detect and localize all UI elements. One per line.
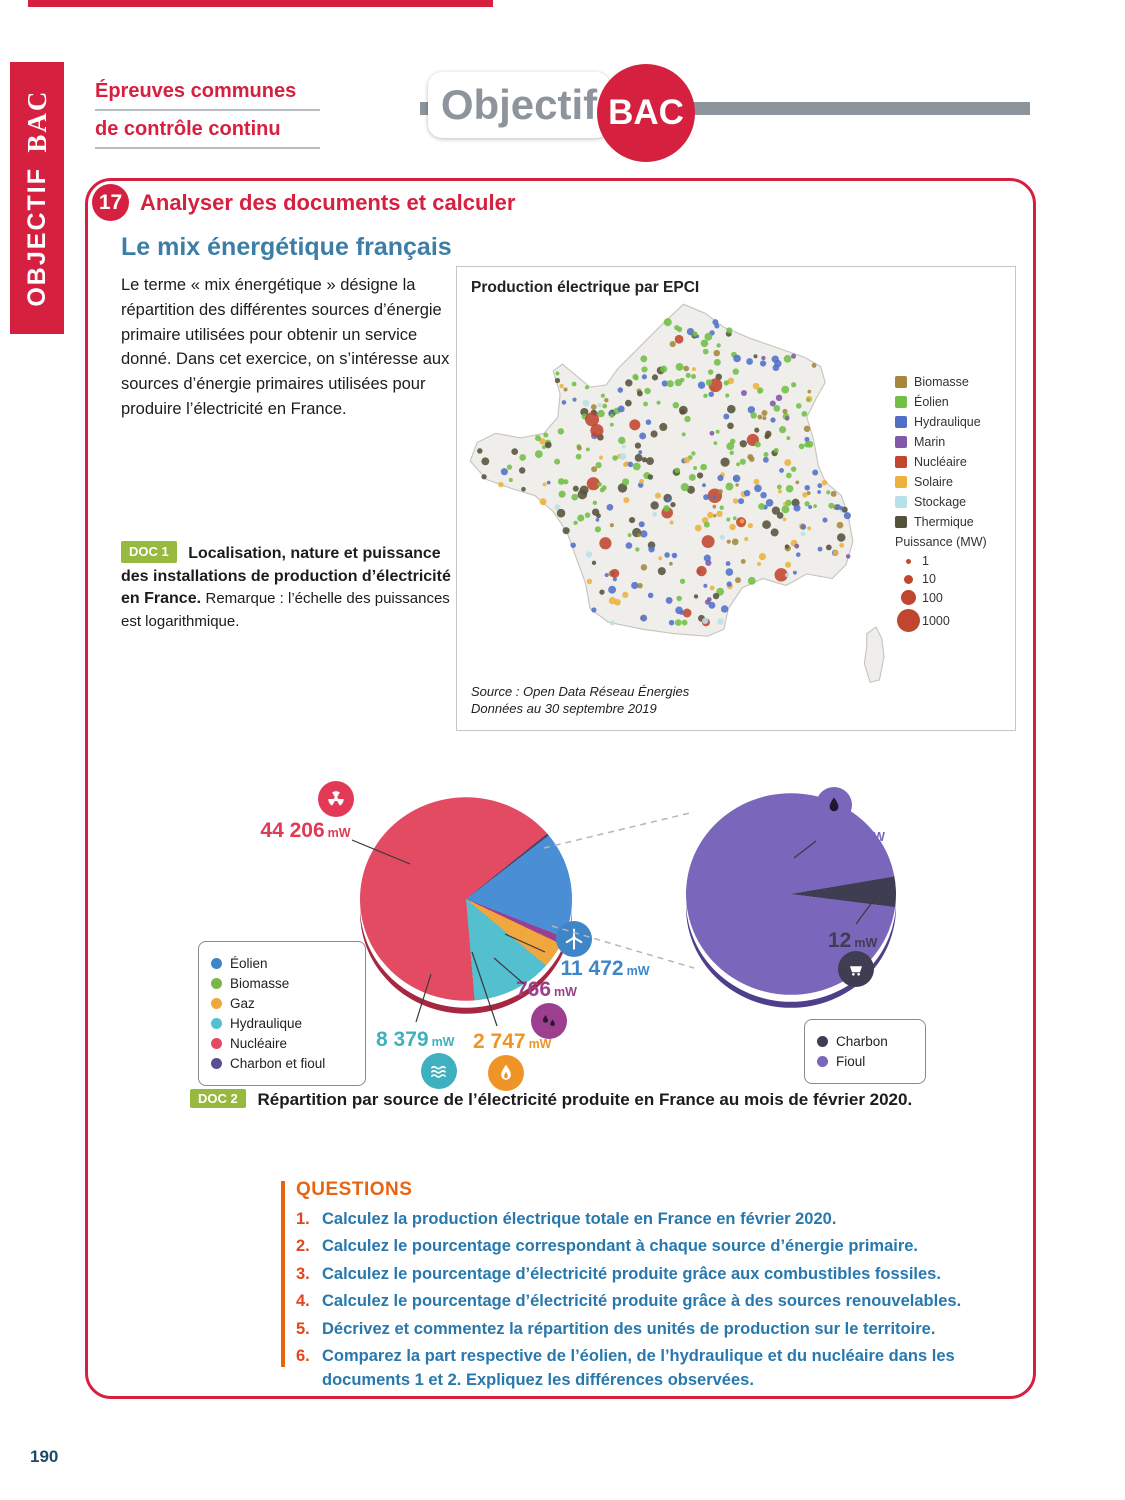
question-number: 5. (296, 1319, 310, 1338)
questions-accent-bar (281, 1181, 285, 1367)
legend-label: Hydraulique (230, 1016, 303, 1031)
legend-main-item (211, 976, 353, 991)
doc2-chip: DOC 2 (190, 1089, 246, 1108)
legend-zoom-item (817, 1054, 913, 1069)
legend-label: Nucléaire (914, 455, 967, 469)
corsica-outline (864, 627, 884, 682)
size-legend-circle (906, 559, 911, 564)
legend-label: Charbon (836, 1034, 888, 1049)
label-biomasse: 766 mW (516, 978, 577, 1001)
size-legend-title: Puissance (MW) (895, 535, 987, 549)
question-text: Comparez la part respective de l’éolien, de l’hydraulique et du nucléaire dans les documents 1 et 2. Expliquez les différences observées. (322, 1347, 955, 1389)
legend-label: Éolien (914, 395, 949, 409)
legend-color-dot (211, 958, 222, 969)
flame-icon (488, 1055, 524, 1091)
legend-main-item (211, 1036, 353, 1051)
legend-label: Solaire (914, 475, 953, 489)
size-legend-circle (897, 609, 920, 632)
label-eolien: 11 472 mW (560, 957, 650, 980)
legend-main-item (211, 1016, 353, 1031)
size-legend-value: 1000 (922, 613, 950, 628)
exercise-number-badge: 17 (92, 184, 129, 221)
map-source-line2: Données au 30 septembre 2019 (471, 701, 657, 717)
legend-color-swatch (895, 436, 907, 448)
size-legend-row (895, 609, 1003, 632)
label-nucleaire: 44 206 mW (260, 819, 351, 842)
question-number: 6. (296, 1347, 310, 1366)
question-item (296, 1208, 1016, 1231)
eyebrow-line1: Épreuves communes (95, 80, 320, 111)
legend-color-dot (817, 1036, 828, 1047)
legend-label: Nucléaire (230, 1036, 288, 1051)
map-legend-item (895, 455, 1003, 469)
question-item (296, 1235, 1016, 1258)
legend-main-item (211, 956, 353, 971)
question-number: 1. (296, 1210, 310, 1228)
map-legend-item (895, 375, 1003, 389)
questions-title: QUESTIONS (296, 1179, 413, 1200)
map-legend-item (895, 515, 1003, 529)
legend-label: Stockage (914, 495, 967, 509)
map-legend-item (895, 395, 1003, 409)
question-number: 2. (296, 1237, 310, 1256)
question-item (296, 1345, 1016, 1392)
legend-color-dot (211, 1038, 222, 1049)
map-legend-item (895, 415, 1003, 429)
size-legend-row (895, 554, 1003, 568)
legend-label: Thermique (914, 515, 974, 529)
legend-color-swatch (895, 376, 907, 388)
legend-color-dot (211, 1058, 222, 1069)
exercise-heading: Analyser des documents et calculer (140, 189, 516, 215)
question-item (296, 1318, 1016, 1341)
legend-label: Gaz (230, 996, 255, 1011)
label-charbon: 12 mW (828, 929, 878, 952)
question-text: Calculez la production électrique totale en France en février 2020. (322, 1210, 837, 1228)
legend-color-swatch (895, 456, 907, 468)
legend-color-dot (211, 1018, 222, 1029)
questions-list (296, 1208, 1016, 1396)
wind-turbine-icon (556, 921, 592, 957)
map-legend-item (895, 475, 1003, 489)
coal-wagon-icon (838, 951, 874, 987)
intro-paragraph: Le terme « mix énergétique » désigne la répartition des différentes sources d’énergie primaire utilisées pour obtenir un service donné. Dans cet exercice, on s’intéresse aux sources d’énergie primaires utilisées pour produire l’électricité en France. (121, 276, 450, 418)
eyebrow-line2: de contrôle continu (95, 118, 320, 149)
doc1-chip: DOC 1 (121, 541, 177, 563)
question-text: Calculez le pourcentage d’électricité produite grâce aux combustibles fossiles. (322, 1264, 941, 1283)
doc1-caption (121, 541, 469, 634)
spine-tab (10, 62, 64, 334)
question-number: 4. (296, 1292, 310, 1311)
doc1-caption-bold: Localisation, nature et puissance des installations de production d’électricité en France. (121, 545, 451, 608)
map-legend (895, 375, 1003, 636)
legend-zoom-item (817, 1034, 913, 1049)
size-legend-circle (901, 590, 916, 605)
map-title: Production électrique par EPCI (471, 279, 700, 296)
legend-color-dot (211, 998, 222, 1009)
label-fioul: 236 mW (824, 823, 885, 846)
size-legend-value: 100 (922, 590, 943, 605)
legend-label: Éolien (230, 956, 268, 971)
spine-bac: BAC (21, 89, 52, 153)
map-legend-item (895, 495, 1003, 509)
france-map (461, 297, 899, 701)
legend-color-dot (817, 1056, 828, 1067)
question-number: 3. (296, 1264, 310, 1283)
map-legend-item (895, 435, 1003, 449)
objectif-logo: Objectif (428, 72, 610, 138)
legend-label: Hydraulique (914, 415, 981, 429)
legend-label: Fioul (836, 1054, 866, 1069)
legend-main-item (211, 996, 353, 1011)
legend-color-swatch (895, 416, 907, 428)
map-source (471, 683, 689, 718)
waves-icon (421, 1053, 457, 1089)
size-legend-value: 10 (922, 572, 936, 586)
legend-label: Marin (914, 435, 946, 449)
doc1-caption-note: Remarque : l’échelle des puissances est logarithmique. (121, 590, 450, 631)
legend-zoom-box (804, 1019, 926, 1084)
doc2-caption-text: Répartition par source de l’électricité produite en France au mois de février 2020. (257, 1090, 913, 1109)
page-number: 190 (30, 1447, 59, 1466)
question-text: Calculez le pourcentage d’électricité produite grâce à des sources renouvelables. (322, 1292, 962, 1311)
label-hydraulique: 8 379 mW (376, 1028, 455, 1051)
question-item (296, 1263, 1016, 1286)
exercise-frame (85, 178, 1036, 1399)
series-eyebrow (95, 80, 320, 156)
question-item (296, 1290, 1016, 1313)
page-title: Le mix énergétique français (121, 233, 452, 261)
label-gaz: 2 747 mW (473, 1030, 552, 1053)
legend-color-swatch (895, 476, 907, 488)
size-legend-row (895, 572, 1003, 586)
legend-color-dot (211, 978, 222, 989)
legend-color-swatch (895, 496, 907, 508)
spine-text (22, 90, 53, 307)
bac-badge: BAC (597, 64, 695, 162)
spine-objectif: OBJECTIF (22, 166, 51, 307)
legend-label: Biomasse (230, 976, 290, 991)
map-figure (456, 266, 1016, 731)
top-page-strip (28, 0, 493, 7)
legend-main-box (198, 941, 366, 1086)
oil-drop-icon (816, 787, 852, 823)
question-text: Calculez le pourcentage correspondant à chaque source d’énergie primaire. (322, 1237, 919, 1256)
size-legend-row (895, 590, 1003, 605)
map-source-line1: Source : Open Data Réseau Énergies (471, 683, 690, 699)
size-legend-value: 1 (922, 554, 929, 568)
question-text: Décrivez et commentez la répartition des unités de production sur le territoire. (322, 1319, 936, 1338)
legend-main-item (211, 1056, 353, 1071)
doc2-caption (190, 1089, 1020, 1110)
legend-label: Charbon et fioul (230, 1056, 326, 1071)
legend-label: Biomasse (914, 375, 969, 389)
legend-color-swatch (895, 396, 907, 408)
size-legend-circle (904, 575, 913, 584)
legend-color-swatch (895, 516, 907, 528)
exercise-header (92, 184, 515, 221)
radiation-icon (318, 781, 354, 817)
